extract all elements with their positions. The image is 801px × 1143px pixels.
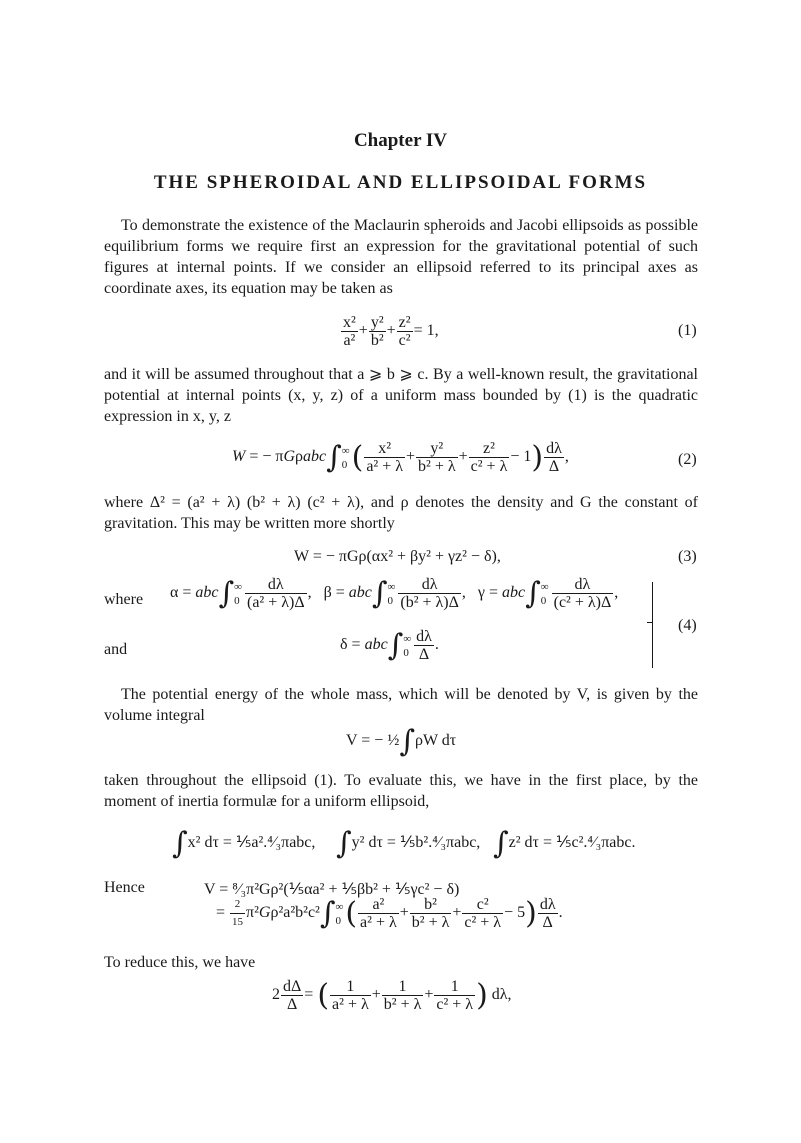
equation-2: W = − πGρabc∫ ∞ 0 ( $\frac{\text{x²}}{\text{a² + λ}}$ + $\frac{\text{y²}}{\text{b² + λ}}$ + $\frac{\text{z²}}{\text{c² + λ}}$ − 1) $\frac{d\lambda}{\Delta}$ ,: [232, 440, 569, 475]
potential-paragraph: The potential energy of the whole mass, which will be denoted by V, is given by the volume integral: [104, 686, 698, 724]
equation-1: $\frac{\text{x²}}{\text{a²}}$ + $\frac{\text{y²}}{\text{b²}}$ + $\frac{\text{z²}}{\text{c²}}$ = 1,: [343, 314, 439, 349]
equation-V-integral: V = − ½∫ρW dτ: [346, 724, 457, 759]
moment-y: ∫y² dτ = ⅕b².⁴⁄₃πabc,: [336, 826, 481, 861]
moment-x: ∫x² dτ = ⅕a².⁴⁄₃πabc,: [172, 826, 316, 861]
chapter-heading: Chapter IV: [353, 130, 448, 151]
moment-x-text: x² dτ = ⅕a².⁴⁄₃πabc,: [187, 834, 316, 852]
V-rhs: ρW dτ: [414, 732, 457, 750]
equation-3: W = − πGρ(αx² + βy² + γz² − δ),: [294, 548, 501, 565]
moment-y-text: y² dτ = ⅕b².⁴⁄₃πabc,: [351, 834, 481, 852]
taken-paragraph: taken throughout the ellipsoid (1). To evaluate this, we have in the first place, by the moment of inertia formulæ for a uniform ellipsoid,: [104, 772, 698, 810]
moment-z: ∫z² dτ = ⅕c².⁴⁄₃πabc.: [493, 826, 636, 861]
paragraph-after-eq1: and it will be assumed throughout that a ⩾ b ⩾ c. By a well-known result, the gravitational potential at internal points (x, y, z) of a uniform mass bounded by (1) is the quadratic expression in x, y, z: [104, 366, 698, 425]
equation-number-3: (3): [678, 548, 697, 565]
paragraph-after-eq2: where Δ² = (a² + λ) (b² + λ) (c² + λ), and ρ denotes the density and G the constant of gravitation. This may be written more shortly: [104, 494, 698, 532]
equation-4-alpha-beta-gamma: α = abc∫ ∞ 0 $\frac{d\lambda}{\text{(a² + λ)Δ}}$ , β = abc∫ ∞ 0 $\frac{d\lambda}{\text{(b² + λ)Δ}}$ , γ = abc∫ ∞ 0 $\frac{d\lambda}{\text{(c² + λ)Δ}}$ ,: [170, 576, 619, 611]
moment-z-text: z² dτ = ⅕c².⁴⁄₃πabc.: [508, 834, 636, 852]
equation-4-delta: δ = abc∫ ∞ 0 $\frac{d\lambda}{\Delta}$ .: [340, 628, 439, 663]
intro-paragraph: To demonstrate the existence of the Maclaurin spheroids and Jacobi ellipsoids as possible equilibrium forms we require first an expression for the gravitational potential of such figures at internal points. If we consider an ellipsoid referred to its principal axes as coordinate axes, its equation may be taken as: [104, 217, 698, 297]
label-hence: Hence: [104, 879, 145, 896]
equation-number-1: (1): [678, 322, 697, 339]
chapter-title: THE SPHEROIDAL AND ELLIPSOIDAL FORMS: [153, 172, 648, 193]
hence-line-1: V = ⁸⁄₃π²Gρ²(⅕αa² + ⅕βb² + ⅕γc² − δ): [204, 881, 460, 898]
label-where: where: [104, 591, 144, 608]
equation-number-4: (4): [678, 617, 697, 634]
reduce-paragraph: To reduce this, we have: [104, 954, 256, 971]
equation-number-2: (2): [678, 451, 697, 468]
label-and: and: [104, 641, 128, 658]
brace: [644, 582, 653, 668]
V-lhs: V = − ½: [346, 732, 400, 750]
hence-line-2: = $\frac{2}{15}$ π²Gρ²a²b²c²∫ ∞ 0 ( $\frac{\text{a²}}{\text{a² + λ}}$ + $\frac{\text{b²}}{\text{b² + λ}}$ + $\frac{\text{c²}}{\text{c² + λ}}$ − 5) $\frac{d\lambda}{\Delta}$ .: [216, 896, 563, 931]
equation-dDelta: 2 $\frac{d\Delta}{\Delta}$ = ( $\frac{1}{\text{a² + λ}}$ + $\frac{1}{\text{b² + λ}}$ + $\frac{1}{\text{c² + λ}}$ ) dλ,: [272, 978, 512, 1013]
